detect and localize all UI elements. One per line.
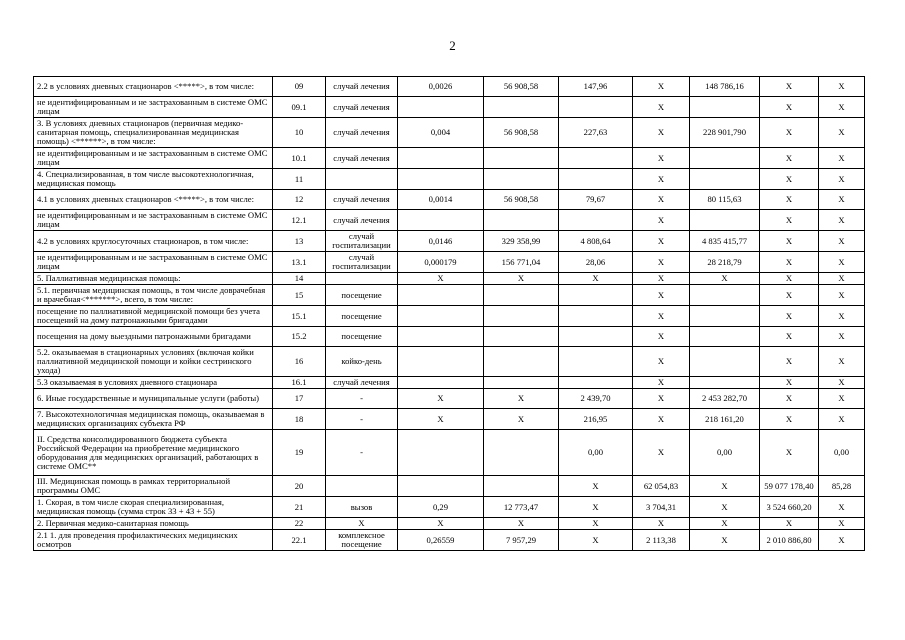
- value-cell-c4: X: [398, 409, 484, 430]
- row-label-cell: не идентифицированным и не застрахованным в системе ОМС лицам: [34, 97, 273, 118]
- value-cell-c7: 62 054,83: [633, 476, 690, 497]
- value-cell-c7: 2 113,38: [633, 530, 690, 551]
- value-cell-unit: случай лечения: [326, 77, 398, 97]
- table-row: [34, 190, 865, 210]
- value-cell-unit: случай лечения: [326, 148, 398, 169]
- value-cell-c8: [690, 148, 760, 169]
- value-cell-c4: [398, 97, 484, 118]
- table-row: [34, 97, 865, 118]
- value-cell-unit: [326, 476, 398, 497]
- value-cell-code: 10.1: [273, 148, 326, 169]
- value-cell-c8: [690, 285, 760, 306]
- value-cell-c9: X: [760, 252, 819, 273]
- value-cell-code: 22: [273, 518, 326, 530]
- value-cell-c9: X: [760, 190, 819, 210]
- value-cell-c10: X: [819, 118, 865, 148]
- value-cell-code: 11: [273, 169, 326, 190]
- value-cell-code: 10: [273, 118, 326, 148]
- value-cell-c5: [484, 327, 559, 347]
- value-cell-c5: [484, 285, 559, 306]
- value-cell-c6: [559, 347, 633, 377]
- value-cell-c7: X: [633, 518, 690, 530]
- value-cell-c9: X: [760, 97, 819, 118]
- table-row: [34, 231, 865, 252]
- value-cell-code: 22.1: [273, 530, 326, 551]
- value-cell-c8: [690, 327, 760, 347]
- row-label-cell: 3. В условиях дневных стационаров (первичная медико-санитарная помощь, специализированная медицинская помощь) <******>, в том числе:: [34, 118, 273, 148]
- row-label-cell: не идентифицированным и не застрахованным в системе ОМС лицам: [34, 252, 273, 273]
- value-cell-c4: 0,26559: [398, 530, 484, 551]
- value-cell-code: 17: [273, 389, 326, 409]
- value-cell-c4: 0,0146: [398, 231, 484, 252]
- value-cell-c4: 0,0014: [398, 190, 484, 210]
- value-cell-c9: X: [760, 148, 819, 169]
- value-cell-c10: X: [819, 306, 865, 327]
- row-label-cell: 2. Первичная медико-санитарная помощь: [34, 518, 273, 530]
- table-row: [34, 285, 865, 306]
- value-cell-c5: X: [484, 389, 559, 409]
- table-row: [34, 476, 865, 497]
- value-cell-c8: X: [690, 273, 760, 285]
- value-cell-code: 20: [273, 476, 326, 497]
- value-cell-unit: случай лечения: [326, 97, 398, 118]
- table-row: [34, 409, 865, 430]
- value-cell-c9: X: [760, 285, 819, 306]
- value-cell-c10: X: [819, 518, 865, 530]
- value-cell-c5: [484, 306, 559, 327]
- value-cell-c10: X: [819, 347, 865, 377]
- value-cell-c6: 216,95: [559, 409, 633, 430]
- value-cell-code: 16.1: [273, 377, 326, 389]
- value-cell-unit: -: [326, 430, 398, 476]
- value-cell-unit: [326, 273, 398, 285]
- value-cell-code: 13: [273, 231, 326, 252]
- row-label-cell: 7. Высокотехнологичная медицинская помощь, оказываемая в медицинских организациях субъекта РФ: [34, 409, 273, 430]
- row-label-cell: посещения на дому выездными патронажными бригадами: [34, 327, 273, 347]
- row-label-cell: II. Средства консолидированного бюджета субъекта Российской Федерации на приобретение медицинского оборудования для медицинских организаций, работающих в системе ОМС**: [34, 430, 273, 476]
- value-cell-c7: X: [633, 327, 690, 347]
- value-cell-code: 19: [273, 430, 326, 476]
- value-cell-c4: [398, 306, 484, 327]
- value-cell-c5: 56 908,58: [484, 118, 559, 148]
- value-cell-c6: [559, 306, 633, 327]
- value-cell-c6: X: [559, 476, 633, 497]
- value-cell-c7: X: [633, 430, 690, 476]
- page-number: 2: [449, 38, 456, 53]
- value-cell-unit: посещение: [326, 306, 398, 327]
- value-cell-c8: [690, 306, 760, 327]
- value-cell-c7: X: [633, 252, 690, 273]
- value-cell-c6: X: [559, 518, 633, 530]
- value-cell-c8: X: [690, 497, 760, 518]
- row-label-cell: 5.1. первичная медицинская помощь, в том числе доврачебная и врачебная<*******>, всего, в том числе:: [34, 285, 273, 306]
- value-cell-c4: [398, 285, 484, 306]
- value-cell-c5: 7 957,29: [484, 530, 559, 551]
- financing-table: [33, 76, 865, 551]
- row-label-cell: III. Медицинская помощь в рамках территориальной программы ОМС: [34, 476, 273, 497]
- value-cell-c6: 147,96: [559, 77, 633, 97]
- value-cell-c7: X: [633, 409, 690, 430]
- value-cell-c10: X: [819, 389, 865, 409]
- value-cell-c10: X: [819, 77, 865, 97]
- value-cell-c9: X: [760, 409, 819, 430]
- value-cell-c7: X: [633, 285, 690, 306]
- value-cell-c9: X: [760, 377, 819, 389]
- value-cell-unit: вызов: [326, 497, 398, 518]
- value-cell-c5: [484, 430, 559, 476]
- value-cell-c4: [398, 476, 484, 497]
- value-cell-code: 16: [273, 347, 326, 377]
- value-cell-c5: 56 908,58: [484, 190, 559, 210]
- value-cell-c9: 59 077 178,40: [760, 476, 819, 497]
- value-cell-code: 09: [273, 77, 326, 97]
- value-cell-code: 12: [273, 190, 326, 210]
- value-cell-c8: 228 901,790: [690, 118, 760, 148]
- value-cell-c4: X: [398, 518, 484, 530]
- value-cell-c4: [398, 210, 484, 231]
- value-cell-c6: X: [559, 530, 633, 551]
- value-cell-c5: [484, 377, 559, 389]
- value-cell-c7: X: [633, 210, 690, 231]
- value-cell-c10: 0,00: [819, 430, 865, 476]
- table-row: [34, 518, 865, 530]
- value-cell-unit: посещение: [326, 327, 398, 347]
- value-cell-c5: 56 908,58: [484, 77, 559, 97]
- value-cell-c6: [559, 285, 633, 306]
- row-label-cell: 1. Скорая, в том числе скорая специализированная, медицинская помощь (сумма строк 33 + 43 + 55): [34, 497, 273, 518]
- value-cell-c6: X: [559, 497, 633, 518]
- value-cell-c5: 329 358,99: [484, 231, 559, 252]
- value-cell-c7: X: [633, 273, 690, 285]
- value-cell-c9: X: [760, 518, 819, 530]
- value-cell-c8: 80 115,63: [690, 190, 760, 210]
- value-cell-code: 13.1: [273, 252, 326, 273]
- value-cell-c6: 28,06: [559, 252, 633, 273]
- table-row: [34, 148, 865, 169]
- value-cell-c6: X: [559, 273, 633, 285]
- value-cell-c10: X: [819, 285, 865, 306]
- value-cell-c5: X: [484, 273, 559, 285]
- row-label-cell: 4.2 в условиях круглосуточных стационаров, в том числе:: [34, 231, 273, 252]
- row-label-cell: 2.1 1. для проведения профилактических медицинских осмотров: [34, 530, 273, 551]
- value-cell-unit: случай лечения: [326, 190, 398, 210]
- value-cell-c10: X: [819, 497, 865, 518]
- value-cell-unit: посещение: [326, 285, 398, 306]
- table-row: [34, 389, 865, 409]
- value-cell-c9: X: [760, 210, 819, 231]
- row-label-cell: не идентифицированным и не застрахованным в системе ОМС лицам: [34, 210, 273, 231]
- value-cell-c7: X: [633, 190, 690, 210]
- value-cell-c8: X: [690, 518, 760, 530]
- value-cell-code: 21: [273, 497, 326, 518]
- value-cell-c10: X: [819, 530, 865, 551]
- value-cell-c9: X: [760, 306, 819, 327]
- row-label-cell: 5.3 оказываемая в условиях дневного стационара: [34, 377, 273, 389]
- value-cell-c7: X: [633, 231, 690, 252]
- value-cell-c8: 28 218,79: [690, 252, 760, 273]
- row-label-cell: 4. Специализированная, в том числе высокотехнологичная, медицинская помощь: [34, 169, 273, 190]
- value-cell-c8: 2 453 282,70: [690, 389, 760, 409]
- table-row: [34, 347, 865, 377]
- value-cell-c5: [484, 210, 559, 231]
- value-cell-c7: X: [633, 306, 690, 327]
- value-cell-c8: [690, 169, 760, 190]
- value-cell-code: 18: [273, 409, 326, 430]
- value-cell-c7: 3 704,31: [633, 497, 690, 518]
- value-cell-c6: 0,00: [559, 430, 633, 476]
- value-cell-unit: койко-день: [326, 347, 398, 377]
- value-cell-c7: X: [633, 377, 690, 389]
- row-label-cell: 4.1 в условиях дневных стационаров <*****>, в том числе:: [34, 190, 273, 210]
- table-row: [34, 377, 865, 389]
- value-cell-c8: [690, 347, 760, 377]
- value-cell-c10: X: [819, 252, 865, 273]
- value-cell-c6: 2 439,70: [559, 389, 633, 409]
- value-cell-c5: [484, 97, 559, 118]
- value-cell-unit: комплексное посещение: [326, 530, 398, 551]
- value-cell-c7: X: [633, 97, 690, 118]
- value-cell-c6: [559, 377, 633, 389]
- value-cell-c8: X: [690, 530, 760, 551]
- value-cell-c10: X: [819, 409, 865, 430]
- value-cell-c5: 12 773,47: [484, 497, 559, 518]
- value-cell-c9: 3 524 660,20: [760, 497, 819, 518]
- value-cell-c5: [484, 347, 559, 377]
- value-cell-unit: [326, 169, 398, 190]
- value-cell-c4: X: [398, 273, 484, 285]
- value-cell-unit: случай лечения: [326, 210, 398, 231]
- value-cell-unit: случай госпитализации: [326, 231, 398, 252]
- value-cell-c4: 0,0026: [398, 77, 484, 97]
- table-row: [34, 306, 865, 327]
- value-cell-c5: [484, 148, 559, 169]
- table-row: [34, 327, 865, 347]
- table-row: [34, 169, 865, 190]
- value-cell-unit: случай госпитализации: [326, 252, 398, 273]
- table-row: [34, 530, 865, 551]
- value-cell-c4: [398, 430, 484, 476]
- value-cell-c10: X: [819, 231, 865, 252]
- value-cell-c4: [398, 327, 484, 347]
- value-cell-c4: [398, 377, 484, 389]
- row-label-cell: не идентифицированным и не застрахованным в системе ОМС лицам: [34, 148, 273, 169]
- value-cell-c7: X: [633, 389, 690, 409]
- row-label-cell: 2.2 в условиях дневных стационаров <*****>, в том числе:: [34, 77, 273, 97]
- value-cell-c8: 218 161,20: [690, 409, 760, 430]
- value-cell-c4: [398, 347, 484, 377]
- value-cell-unit: X: [326, 518, 398, 530]
- value-cell-c6: 4 808,64: [559, 231, 633, 252]
- value-cell-code: 15: [273, 285, 326, 306]
- value-cell-c9: X: [760, 231, 819, 252]
- value-cell-c6: 79,67: [559, 190, 633, 210]
- value-cell-c9: X: [760, 169, 819, 190]
- value-cell-c7: X: [633, 169, 690, 190]
- value-cell-c8: [690, 377, 760, 389]
- row-label-cell: 5. Паллиативная медицинская помощь:: [34, 273, 273, 285]
- value-cell-code: 12.1: [273, 210, 326, 231]
- value-cell-c10: X: [819, 327, 865, 347]
- value-cell-c5: X: [484, 409, 559, 430]
- table-row: [34, 430, 865, 476]
- value-cell-code: 09.1: [273, 97, 326, 118]
- value-cell-c5: [484, 169, 559, 190]
- table-row: [34, 77, 865, 97]
- value-cell-c6: [559, 210, 633, 231]
- value-cell-c10: 85,28: [819, 476, 865, 497]
- value-cell-code: 15.1: [273, 306, 326, 327]
- value-cell-c4: 0,000179: [398, 252, 484, 273]
- row-label-cell: 6. Иные государственные и муниципальные услуги (работы): [34, 389, 273, 409]
- value-cell-c7: X: [633, 347, 690, 377]
- value-cell-c8: [690, 97, 760, 118]
- value-cell-c6: [559, 327, 633, 347]
- value-cell-c9: X: [760, 118, 819, 148]
- value-cell-unit: -: [326, 389, 398, 409]
- value-cell-c9: X: [760, 347, 819, 377]
- value-cell-c5: [484, 476, 559, 497]
- value-cell-c5: X: [484, 518, 559, 530]
- value-cell-c10: X: [819, 190, 865, 210]
- value-cell-c6: [559, 148, 633, 169]
- value-cell-c10: X: [819, 210, 865, 231]
- value-cell-c9: X: [760, 430, 819, 476]
- value-cell-c10: X: [819, 148, 865, 169]
- value-cell-c6: [559, 97, 633, 118]
- value-cell-c7: X: [633, 148, 690, 169]
- table-row: [34, 252, 865, 273]
- value-cell-c7: X: [633, 77, 690, 97]
- value-cell-c9: X: [760, 77, 819, 97]
- value-cell-c4: 0,29: [398, 497, 484, 518]
- table-row: [34, 210, 865, 231]
- value-cell-c5: 156 771,04: [484, 252, 559, 273]
- value-cell-c10: X: [819, 97, 865, 118]
- table-row: [34, 118, 865, 148]
- value-cell-c8: 4 835 415,77: [690, 231, 760, 252]
- value-cell-c4: [398, 148, 484, 169]
- value-cell-code: 15.2: [273, 327, 326, 347]
- value-cell-c4: X: [398, 389, 484, 409]
- value-cell-c4: [398, 169, 484, 190]
- value-cell-unit: случай лечения: [326, 118, 398, 148]
- value-cell-c9: X: [760, 273, 819, 285]
- value-cell-c10: X: [819, 169, 865, 190]
- value-cell-unit: случай лечения: [326, 377, 398, 389]
- value-cell-c4: 0,004: [398, 118, 484, 148]
- row-label-cell: 5.2. оказываемая в стационарных условиях (включая койки паллиативной медицинской помощи и койки сестринского ухода): [34, 347, 273, 377]
- value-cell-c9: X: [760, 389, 819, 409]
- value-cell-c8: 148 786,16: [690, 77, 760, 97]
- value-cell-c6: [559, 169, 633, 190]
- value-cell-c8: X: [690, 476, 760, 497]
- value-cell-unit: -: [326, 409, 398, 430]
- value-cell-code: 14: [273, 273, 326, 285]
- value-cell-c6: 227,63: [559, 118, 633, 148]
- value-cell-c10: X: [819, 273, 865, 285]
- value-cell-c10: X: [819, 377, 865, 389]
- table-row: [34, 273, 865, 285]
- row-label-cell: посещение по паллиативной медицинской помощи без учета посещений на дому патронажными бригадами: [34, 306, 273, 327]
- value-cell-c9: X: [760, 327, 819, 347]
- value-cell-c8: 0,00: [690, 430, 760, 476]
- value-cell-c8: [690, 210, 760, 231]
- value-cell-c9: 2 010 886,80: [760, 530, 819, 551]
- value-cell-c7: X: [633, 118, 690, 148]
- table-row: [34, 497, 865, 518]
